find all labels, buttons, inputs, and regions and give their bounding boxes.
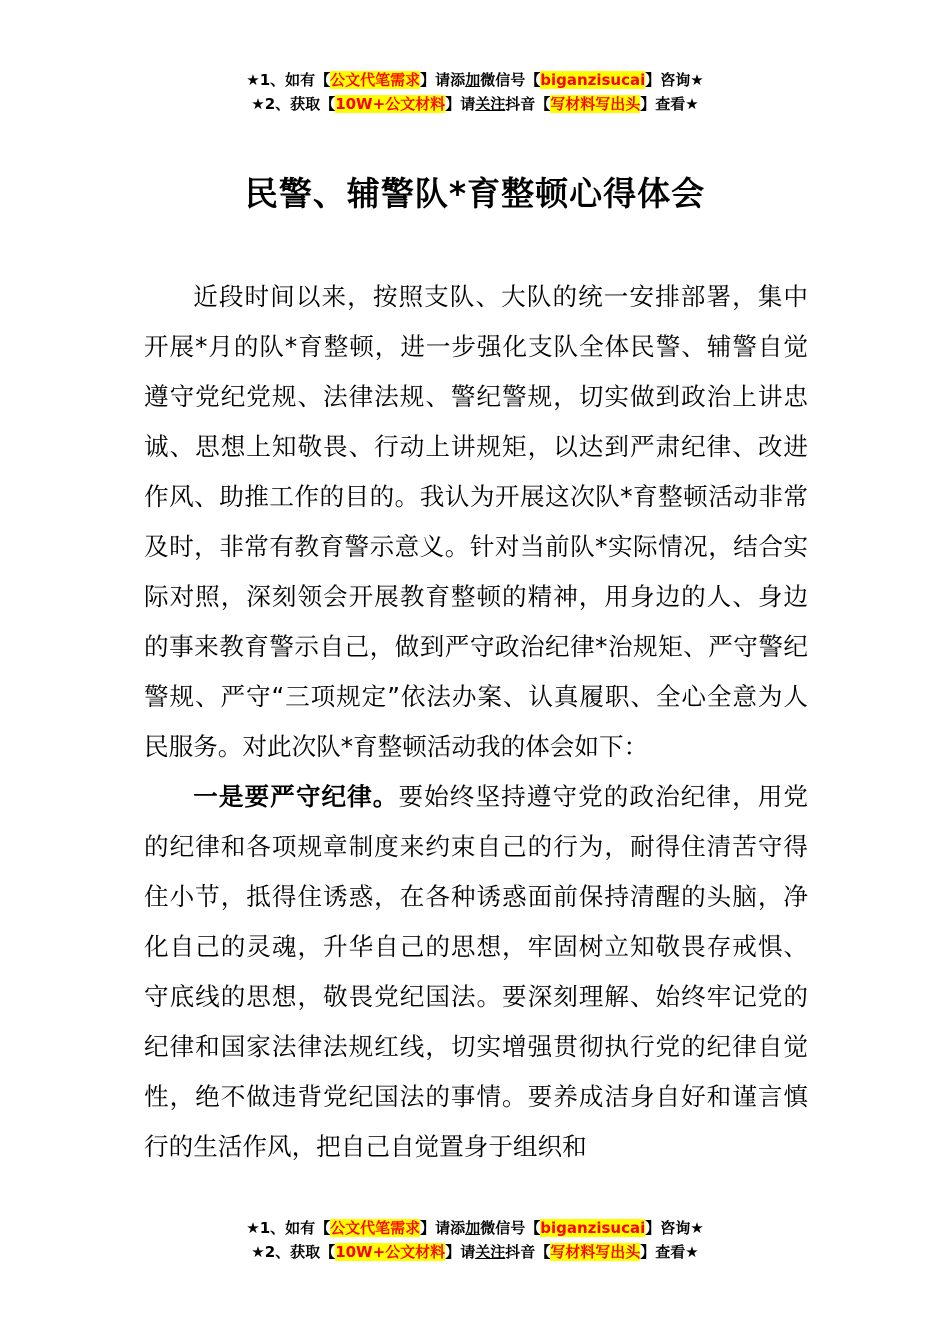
- banner-highlight: 公文代笔需求: [330, 71, 421, 89]
- banner-underlined-text: 关注: [475, 95, 506, 113]
- banner-text: 】查看★: [640, 95, 699, 113]
- banner-underlined-text: 加: [465, 1219, 481, 1237]
- banner-text: ★2、获取【: [251, 95, 336, 113]
- banner-text: 】咨询★: [645, 1219, 704, 1237]
- footer-banner: [0, 1216, 950, 1264]
- banner-line-1: [0, 68, 950, 92]
- banner-wechat-id: biganzisucai: [540, 71, 646, 89]
- banner-text: 】请添: [420, 1219, 466, 1237]
- banner-douyin-account: 写材料写出头: [550, 1243, 641, 1261]
- banner-text: ★1、如有【: [246, 71, 331, 89]
- banner-line-2: [0, 1240, 950, 1264]
- banner-line-1: [0, 1216, 950, 1240]
- paragraph-heading: 一是要严守纪律。: [193, 782, 399, 811]
- banner-text: 】咨询★: [645, 71, 704, 89]
- document-title: 民警、辅警队*育整顿心得体会: [244, 174, 706, 213]
- banner-underlined-text: 关注: [475, 1243, 506, 1261]
- banner-douyin-account: 写材料写出头: [550, 95, 641, 113]
- document-body: [144, 272, 808, 1172]
- banner-text: ★1、如有【: [246, 1219, 331, 1237]
- banner-text: 】请: [445, 95, 476, 113]
- paragraph-point-one: [144, 772, 808, 1172]
- banner-text: 】请: [445, 1243, 476, 1261]
- banner-text: 】请添: [420, 71, 466, 89]
- banner-text: 抖音【: [505, 1243, 551, 1261]
- banner-underlined-text: 加: [465, 71, 481, 89]
- banner-wechat-id: biganzisucai: [540, 1219, 646, 1237]
- banner-text: 微信号【: [480, 1219, 541, 1237]
- header-banner: [0, 68, 950, 116]
- banner-line-2: [0, 92, 950, 116]
- paragraph-intro: 近段时间以来，按照支队、大队的统一安排部署，集中开展*月的队*育整顿，进一步强化支队全体民警、辅警自觉遵守党纪党规、法律法规、警纪警规，切实做到政治上讲忠诚、思想上知敬畏、行动上讲规矩，以达到严肃纪律、改进作风、助推工作的目的。我认为开展这次队*育整顿活动非常及时，非常有教育警示意义。针对当前队*实际情况，结合实际对照，深刻领会开展教育整顿的精神，用身边的人、身边的事来教育警示自己，做到严守政治纪律*治规矩、严守警纪警规、严守“三项规定”依法办案、认真履职、全心全意为人民服务。对此次队*育整顿活动我的体会如下：: [144, 282, 808, 761]
- paragraph-text: 要始终坚持遵守党的政治纪律，用党的纪律和各项规章制度来约束自己的行为，耐得住清苦守得住小节，抵得住诱惑，在各种诱惑面前保持清醒的头脑，净化自己的灵魂，升华自己的思想，牢固树立知敬畏存戒惧、守底线的思想，敬畏党纪国法。要深刻理解、始终牢记党的纪律和国家法律法规红线，切实增强贯彻执行党的纪律自觉性，绝不做违背党纪国法的事情。要养成洁身自好和谨言慎行的生活作风，把自己自觉置身于组织和: [144, 782, 808, 1161]
- banner-text: 抖音【: [505, 95, 551, 113]
- banner-highlight: 公文代笔需求: [330, 1219, 421, 1237]
- banner-text: 微信号【: [480, 71, 541, 89]
- banner-text: 】查看★: [640, 1243, 699, 1261]
- banner-highlight: 10W+公文材料: [335, 1243, 446, 1261]
- banner-text: ★2、获取【: [251, 1243, 336, 1261]
- banner-highlight: 10W+公文材料: [335, 95, 446, 113]
